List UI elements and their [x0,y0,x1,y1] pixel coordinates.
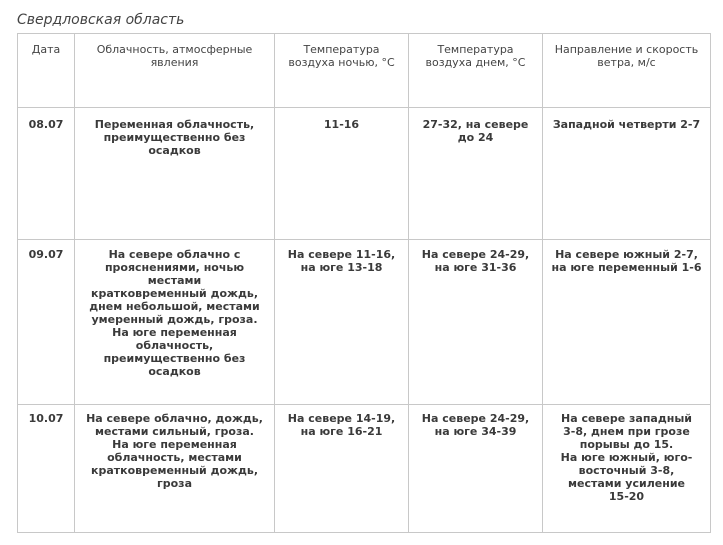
cell-night-temp: 11-16 [275,108,409,240]
cell-wind-line: Западной четверти 2-7 [552,118,701,131]
cell-clouds [75,240,275,405]
cell-wind [543,240,711,405]
cell-clouds-line: Переменная облачность, преимущественно без осадков [94,118,255,157]
cell-date: 08.07 [18,108,75,240]
cell-wind-line: На юге южный, юго-восточный 3-8, местами усиление 15-20 [560,451,693,503]
cell-wind-line: На севере западный 3-8, днем при грозе порывы до 15. [560,412,692,451]
cell-clouds-line: На севере облачно, дождь, местами сильный, гроза. [86,412,263,438]
header-date: Дата [18,34,75,108]
weather-forecast-table [17,33,711,533]
table-row [18,405,711,533]
cell-date: 09.07 [18,240,75,405]
table-row [18,240,711,405]
header-row [18,34,711,108]
cell-day-temp: 27-32, на севере до 24 [409,108,543,240]
header-day-temp: Температура воздуха днем, °С [409,34,543,108]
header-wind: Направление и скорость ветра, м/с [543,34,711,108]
header-night-temp: Температура воздуха ночью, °С [275,34,409,108]
cell-night-temp: На севере 14-19, на юге 16-21 [275,405,409,533]
cell-date: 10.07 [18,405,75,533]
cell-day-temp: На севере 24-29, на юге 34-39 [409,405,543,533]
header-clouds: Облачность, атмосферные явления [75,34,275,108]
region-title: Свердловская область [17,12,185,28]
cell-clouds-line: На юге переменная облачность, местами кратковременный дождь, гроза [91,438,258,490]
cell-clouds-line: На севере облачно с прояснениями, ночью местами кратковременный дождь, днем небольшой, местами умеренный дождь, гроза. [89,248,260,326]
cell-clouds-line: На юге переменная облачность, преимущественно без осадков [103,326,246,378]
cell-wind [543,405,711,533]
cell-day-temp: На севере 24-29, на юге 31-36 [409,240,543,405]
table-row [18,108,711,240]
cell-wind-line: На севере южный 2-7, на юге переменный 1-6 [551,248,702,274]
cell-night-temp: На севере 11-16, на юге 13-18 [275,240,409,405]
cell-wind [543,108,711,240]
cell-clouds [75,405,275,533]
cell-clouds [75,108,275,240]
